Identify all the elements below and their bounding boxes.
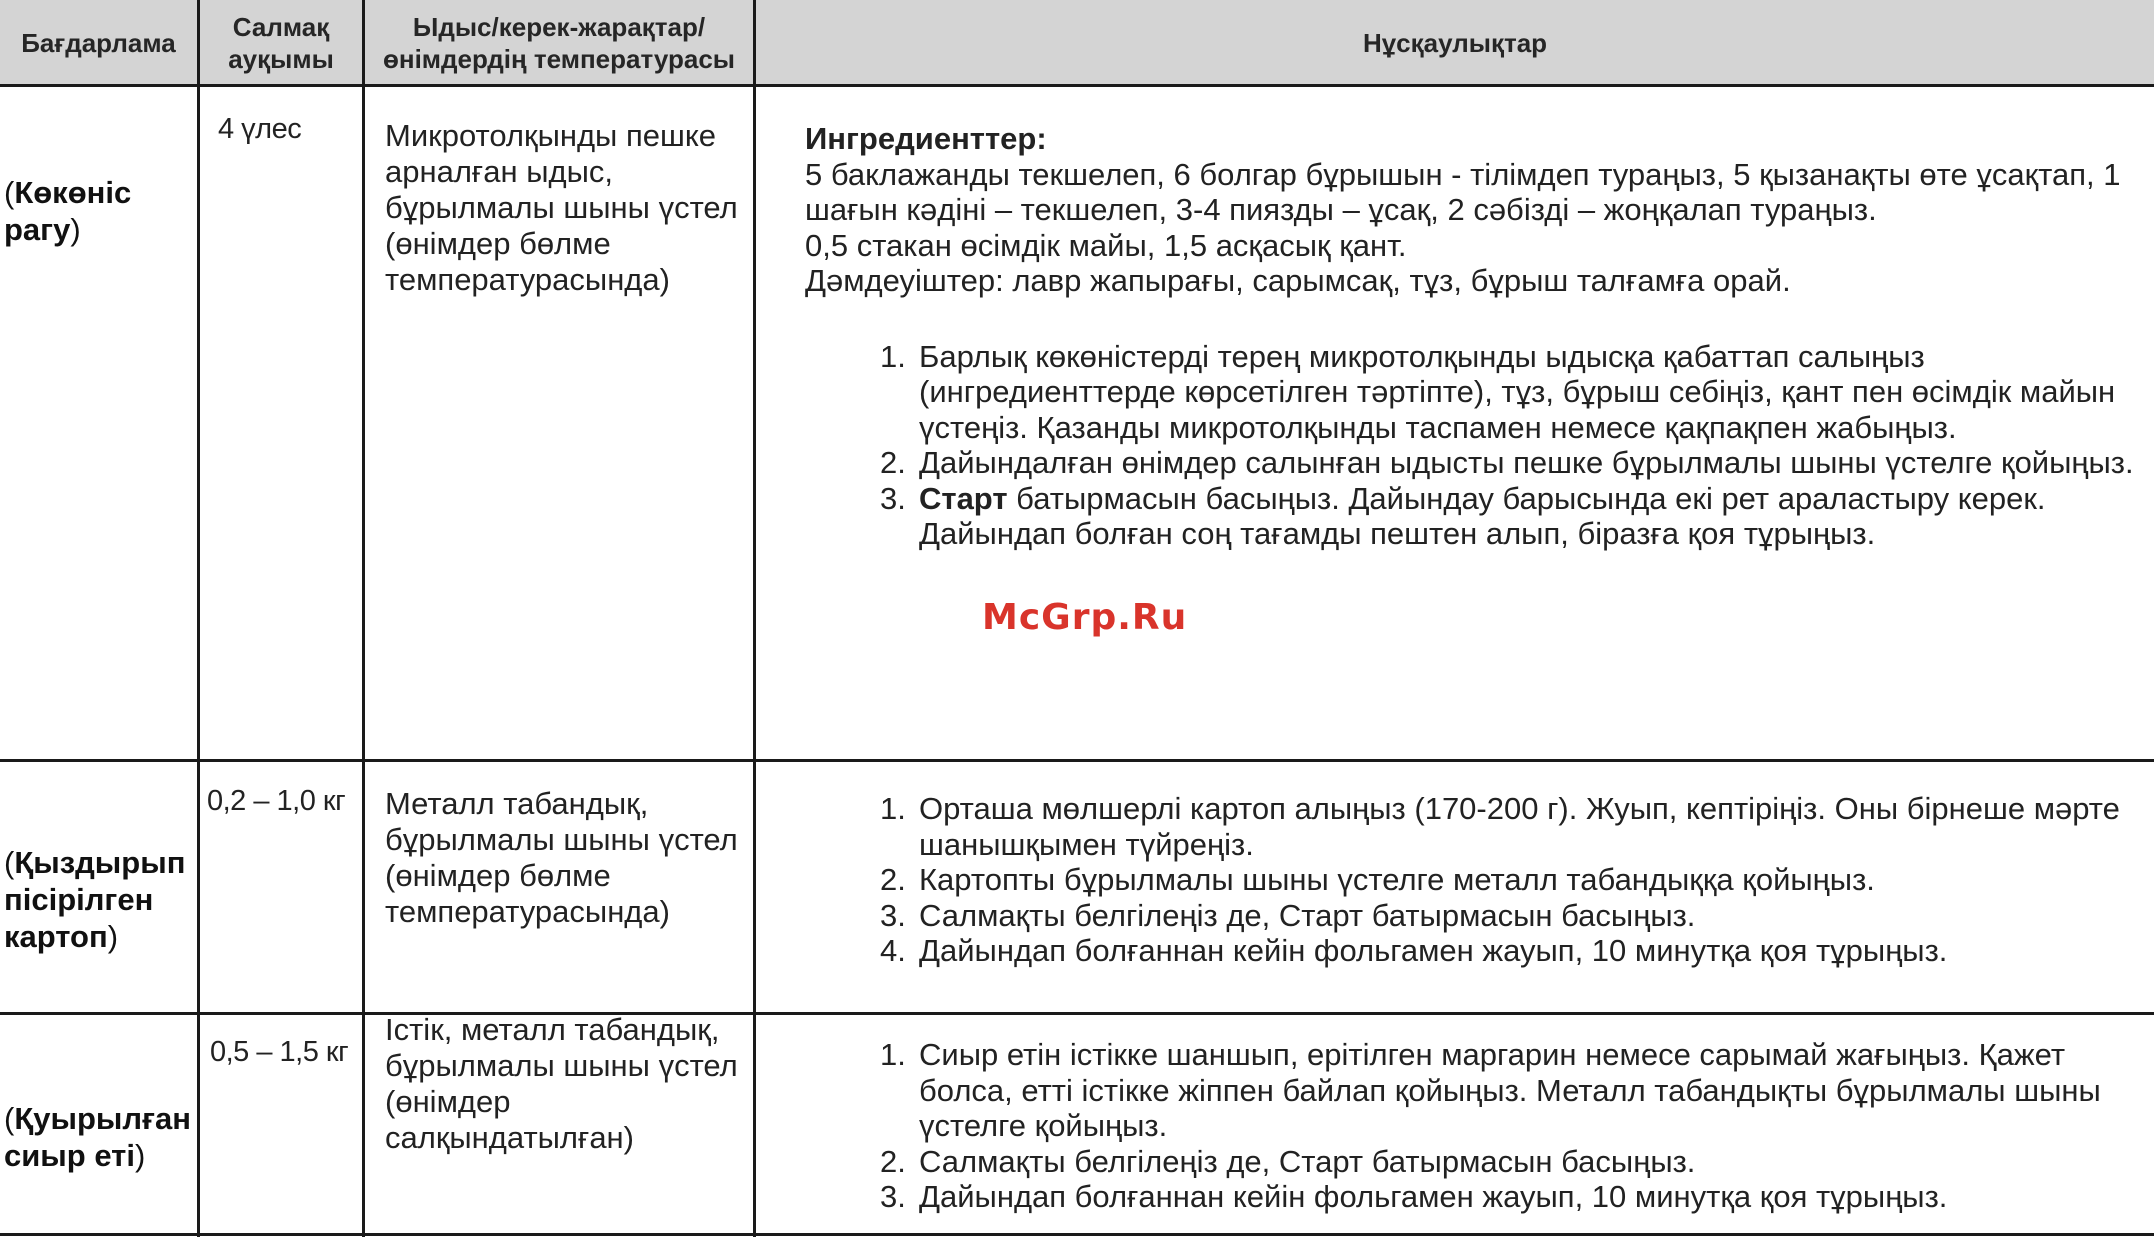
program-name: (Қуырылған сиыр еті): [4, 1101, 191, 1173]
row-divider: [0, 84, 2154, 87]
list-item: 1. Орташа мөлшерлі картоп алыңыз (170-200 г). Жуып, кептіріңіз. Оны бірнеше мәрте шанышқымен түйреңіз.: [880, 791, 2120, 862]
program-name: (Көкөніс рагу): [4, 175, 132, 247]
steps-list: [805, 791, 2135, 969]
weight-range: 4 үлес: [218, 113, 302, 145]
column-divider: [197, 0, 200, 1237]
list-item: 4. Дайындап болғаннан кейін фольгамен жауып, 10 минутқа қоя тұрыңыз.: [880, 933, 1948, 968]
ingredients-title: Ингредиенттер:: [805, 121, 1047, 156]
weight-range: 0,5 – 1,5 кг: [210, 1036, 349, 1068]
program-name: (Қыздырып пісірілген картоп): [4, 845, 186, 954]
dish-description: Микротолқынды пешке арналған ыдыс, бұрылмалы шыны үстел (өнімдер бөлме температурасында): [385, 118, 738, 297]
steps-list: [805, 339, 2135, 552]
list-item: 3. Дайындап болғаннан кейін фольгамен жауып, 10 минутқа қоя тұрыңыз.: [880, 1179, 1948, 1214]
header-weight: Салмақ ауқымы: [228, 11, 334, 74]
steps-list: [805, 1037, 2135, 1215]
header-instructions: Нұсқаулықтар: [1362, 27, 1548, 58]
list-item: 2. Дайындалған өнімдер салынған ыдысты пешке бұрылмалы шыны үстелге қойыңыз.: [880, 445, 2134, 480]
row-divider: [0, 759, 2154, 762]
list-item: 2. Картопты бұрылмалы шыны үстелге металл табандыққа қойыңыз.: [880, 862, 1875, 897]
ingredients-line: 5 баклажанды текшелеп, 6 болгар бұрышын - тілімдеп тураңыз, 5 қызанақты өте ұсақтап, 1 шағын кәдіні – текшелеп, 3-4 пиязды – ұсақ, 2 сәбізді – жоңқалап тураңыз.: [805, 156, 2121, 227]
list-item: 1. Барлық көкөністерді терең микротолқынды ыдысқа қабаттап салыңыз (ингредиенттерде көрсетілген тәртіпте), тұз, бұрыш себіңіз, қант пен өсімдік майын үстеңіз. Қазанды микротолқынды таспамен немесе қақпақпен жабыңыз.: [880, 338, 2116, 445]
instructions-cell: [805, 121, 2135, 552]
row-divider: [0, 1012, 2154, 1015]
instructions-cell: [805, 791, 2135, 969]
instructions-cell: [805, 1037, 2135, 1215]
dish-description: Істік, металл табандық, бұрылмалы шыны үстел (өнімдер салқындатылған): [385, 1012, 738, 1155]
header-program: Бағдарлама: [21, 27, 176, 58]
dish-description: Металл табандық, бұрылмалы шыны үстел (өнімдер бөлме температурасында): [385, 786, 738, 929]
row-divider: [0, 1233, 2154, 1236]
weight-range: 0,2 – 1,0 кг: [207, 785, 346, 817]
list-item: 2. Салмақты белгілеңіз де, Старт батырмасын басыңыз.: [880, 1143, 1696, 1179]
ingredients-line: Дәмдеуіштер: лавр жапырағы, сарымсақ, тұз, бұрыш талғамға орай.: [805, 263, 1791, 298]
header-dish: Ыдыс/керек-жарақтар/ өнімдердің температурасы: [383, 11, 735, 74]
watermark: McGrp.Ru: [982, 597, 1188, 638]
list-item: 3. Салмақты белгілеңіз де, Старт батырмасын басыңыз.: [880, 897, 1696, 933]
list-item: 3. Старт батырмасын басыңыз. Дайындау барысында екі рет араластыру керек. Дайындап болған соң тағамды пештен алып, біразға қоя тұрыңыз.: [880, 480, 2046, 551]
column-divider: [362, 0, 365, 1237]
list-item: 1. Сиыр етін істікке шаншып, ерітілген маргарин немесе сарымай жағыңыз. Қажет болса, етті істікке жіппен байлап қойыңыз. Металл табандықты бұрылмалы шыны үстелге қойыңыз.: [880, 1037, 2101, 1143]
ingredients-line: 0,5 стакан өсімдік майы, 1,5 асқасық қант.: [805, 227, 1407, 263]
